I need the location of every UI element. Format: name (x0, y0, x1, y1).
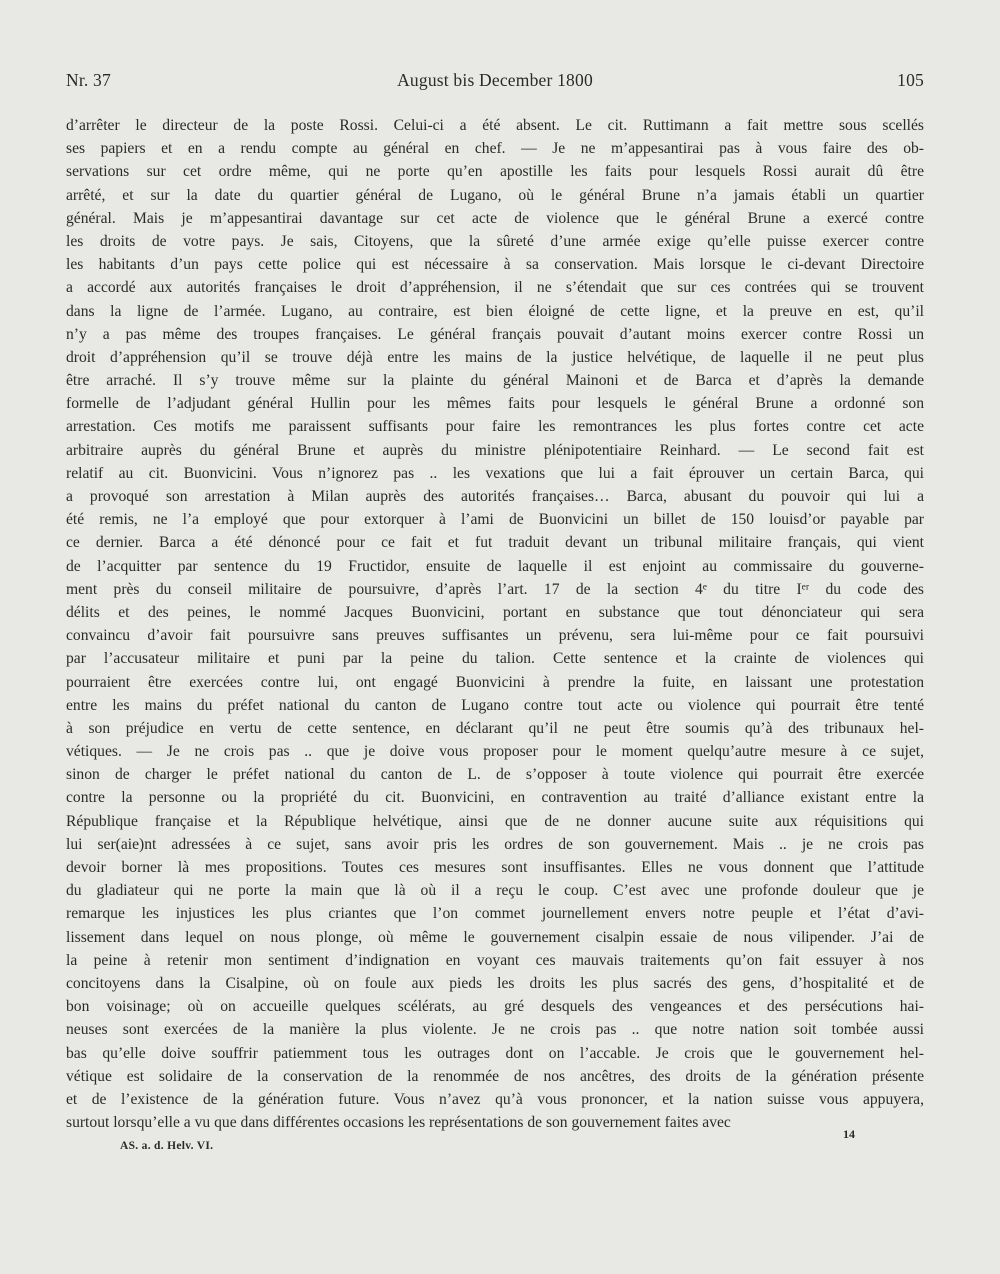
text-line: bon voisinage; où on accueille quelques scélérats, au gré desquels des vengeances et des persécutions hai- (66, 998, 924, 1016)
text-line: entre les mains du préfet national du canton de Lugano contre tout acte ou violence qui pourrait être tenté (66, 696, 924, 714)
text-line: arbitraire auprès du général Brune et auprès du ministre plénipotentiaire Reinhard. — Le second fait est (66, 441, 924, 459)
text-line: les droits de votre pays. Je sais, Citoyens, que la sûreté d’une armée exige qu’elle puisse exercer contre (66, 232, 924, 250)
text-line: été remis, ne l’a employé que pour extorquer à l’ami de Buonvicini un billet de 150 louisd’or payable par (66, 511, 924, 529)
text-line: du gladiateur qui ne porte la main que là où il a reçu le coup. C’est avec une profonde douleur que je (66, 882, 924, 900)
text-line: délits et des peines, le nommé Jacques Buonvicini, portant en substance que tout dénonciateur qui sera (66, 603, 924, 621)
text-line: convaincu d’avoir fait poursuivre sans preuves suffisantes un prévenu, sera lui-même pour ce fait poursuivi (66, 627, 924, 645)
text-line: devoir borner là mes propositions. Toutes ces mesures sont insuffisantes. Elles ne vous donnent que l’attitude (66, 859, 924, 876)
text-line: général. Mais je m’appesantirai davantage sur cet acte de violence que le général Brune a exercé contre (66, 209, 924, 227)
text-line: être arraché. Il s’y trouve même sur la plainte du général Mainoni et de Barca et d’après la demande (66, 372, 924, 390)
text-line: relatif au cit. Buonvicini. Vous n’ignorez pas .. les vexations que lui a fait éprouver un certain Barca, qui (66, 464, 924, 482)
text-line: lissement dans lequel on nous plonge, où même le gouvernement cisalpin essaie de nous vilipender. J’ai de (66, 928, 924, 946)
text-line: bas qu’elle doive souffrir patiemment tous les outrages dont on l’accable. Je crois que le gouvernement hel- (66, 1044, 924, 1062)
text-line: arrêté, et sur la date du quartier général de Lugano, où le général Brune n’a jamais établi un quartier (66, 186, 924, 204)
document-number: Nr. 37 (66, 70, 111, 90)
text-line: et de l’existence de la génération future. Vous n’avez qu’à vous prononcer, et la nation suisse vous appuyera, (66, 1090, 924, 1108)
text-line: ses papiers et en a rendu compte au général en chef. — Je ne m’appesantirai pas à vous faire des ob- (66, 140, 924, 158)
text-line: à son préjudice en vertu de cette sentence, en déclarant qu’il ne peut être soumis qu’à des tribunaux hel- (66, 719, 924, 737)
text-line: pourraient être exercées contre lui, ont engagé Buonvicini à prendre la fuite, en laissant une protestation (66, 673, 924, 691)
text-line: sinon de charger le préfet national du canton de L. de s’opposer à toute violence qui pourrait être exercée (66, 766, 924, 784)
text-line: par l’accusateur militaire et puni par la peine du talion. Cette sentence et la crainte de violences qui (66, 650, 924, 668)
header-period: August bis December 1800 (397, 70, 593, 90)
running-header (66, 70, 924, 100)
text-line: contre la personne ou la propriété du cit. Buonvicini, en contravention au traité d’alliance existant entre la (66, 789, 924, 807)
source-signature: AS. a. d. Helv. VI. (120, 1140, 214, 1152)
text-line: les habitants d’un pays cette police qui est nécessaire à sa conservation. Mais lorsque le ci-devant Directoire (66, 256, 924, 274)
text-line: dans la ligne de l’armée. Lugano, au contraire, est bien éloigné de cette ligne, et la preuve en est, qu’il (66, 302, 924, 320)
text-line: surtout lorsqu’elle a vu que dans différentes occasions les représentations de son gouvernement faites avec (66, 1114, 731, 1132)
text-line: remarque les injustices les plus criantes que l’on commet journellement envers notre peuple et l’état d’avi- (66, 905, 924, 923)
text-line: droit d’appréhension qu’il se trouve déjà entre les mains de la justice helvétique, de laquelle il ne peut plus (66, 348, 924, 366)
text-line: vétique est solidaire de la conservation de la renommée de nos ancêtres, des droits de la génération présente (66, 1067, 924, 1085)
text-line: a provoqué son arrestation à Milan auprès des autorités françaises… Barca, abusant du pouvoir qui lui a (66, 488, 924, 505)
text-line: République française et la République helvétique, ainsi que de ne donner aucune suite aux réquisitions qui (66, 812, 924, 830)
body-text (66, 114, 924, 1134)
text-line: de l’acquitter par sentence du 19 Fructidor, ensuite de laquelle il est enjoint au commissaire du gouverne- (66, 557, 924, 575)
text-line: ce dernier. Barca a été dénoncé pour ce fait et fut traduit devant un tribunal militaire français, qui vient (66, 534, 924, 552)
text-line: servations sur cet ordre même, qui ne porte qu’en apostille les faits pour lesquels Rossi aurait dû être (66, 163, 924, 181)
text-line: lui ser(aie)nt adressées à ce sujet, sans avoir pris les ordres de son gouvernement. Mais .. je ne crois pas (66, 835, 924, 853)
text-line: ment près du conseil militaire de poursuivre, d’après l’art. 17 de la section 4ᵉ du titre Iᵉʳ du code des (66, 580, 924, 598)
page-number: 105 (897, 70, 924, 90)
text-line: neuses sont exercées de la manière la plus violente. Je ne crois pas .. que notre nation soit tombée aussi (66, 1021, 924, 1039)
text-line: formelle de l’adjudant général Hullin pour les mêmes faits pour lesquels le général Brune a ordonné son (66, 395, 924, 413)
sheet-number: 14 (843, 1127, 855, 1141)
text-line: d’arrêter le directeur de la poste Rossi. Celui-ci a été absent. Le cit. Ruttimann a fait mettre sous scellés (66, 117, 924, 134)
text-line: la peine à retenir mon sentiment d’indignation en voyant ces mauvais traitements qu’on fait essuyer à nos (66, 951, 924, 969)
text-line: concitoyens dans la Cisalpine, où on foule aux pieds les droits les plus sacrés des gens, d’hospitalité et de (66, 974, 924, 992)
text-line: a accordé aux autorités françaises le droit d’appréhension, il ne s’étendait que sur ces contrées qui se trouvent (66, 279, 924, 297)
text-line: arrestation. Ces motifs me paraissent suffisants pour faire les remontrances les plus fortes contre cet acte (66, 418, 924, 436)
text-line: vétiques. — Je ne crois pas .. que je doive vous proposer pour le moment quelqu’autre mesure à ce sujet, (66, 743, 924, 761)
text-line: n’y a pas même des troupes françaises. Le général français pouvait d’autant moins exercer contre Rossi un (66, 325, 924, 343)
